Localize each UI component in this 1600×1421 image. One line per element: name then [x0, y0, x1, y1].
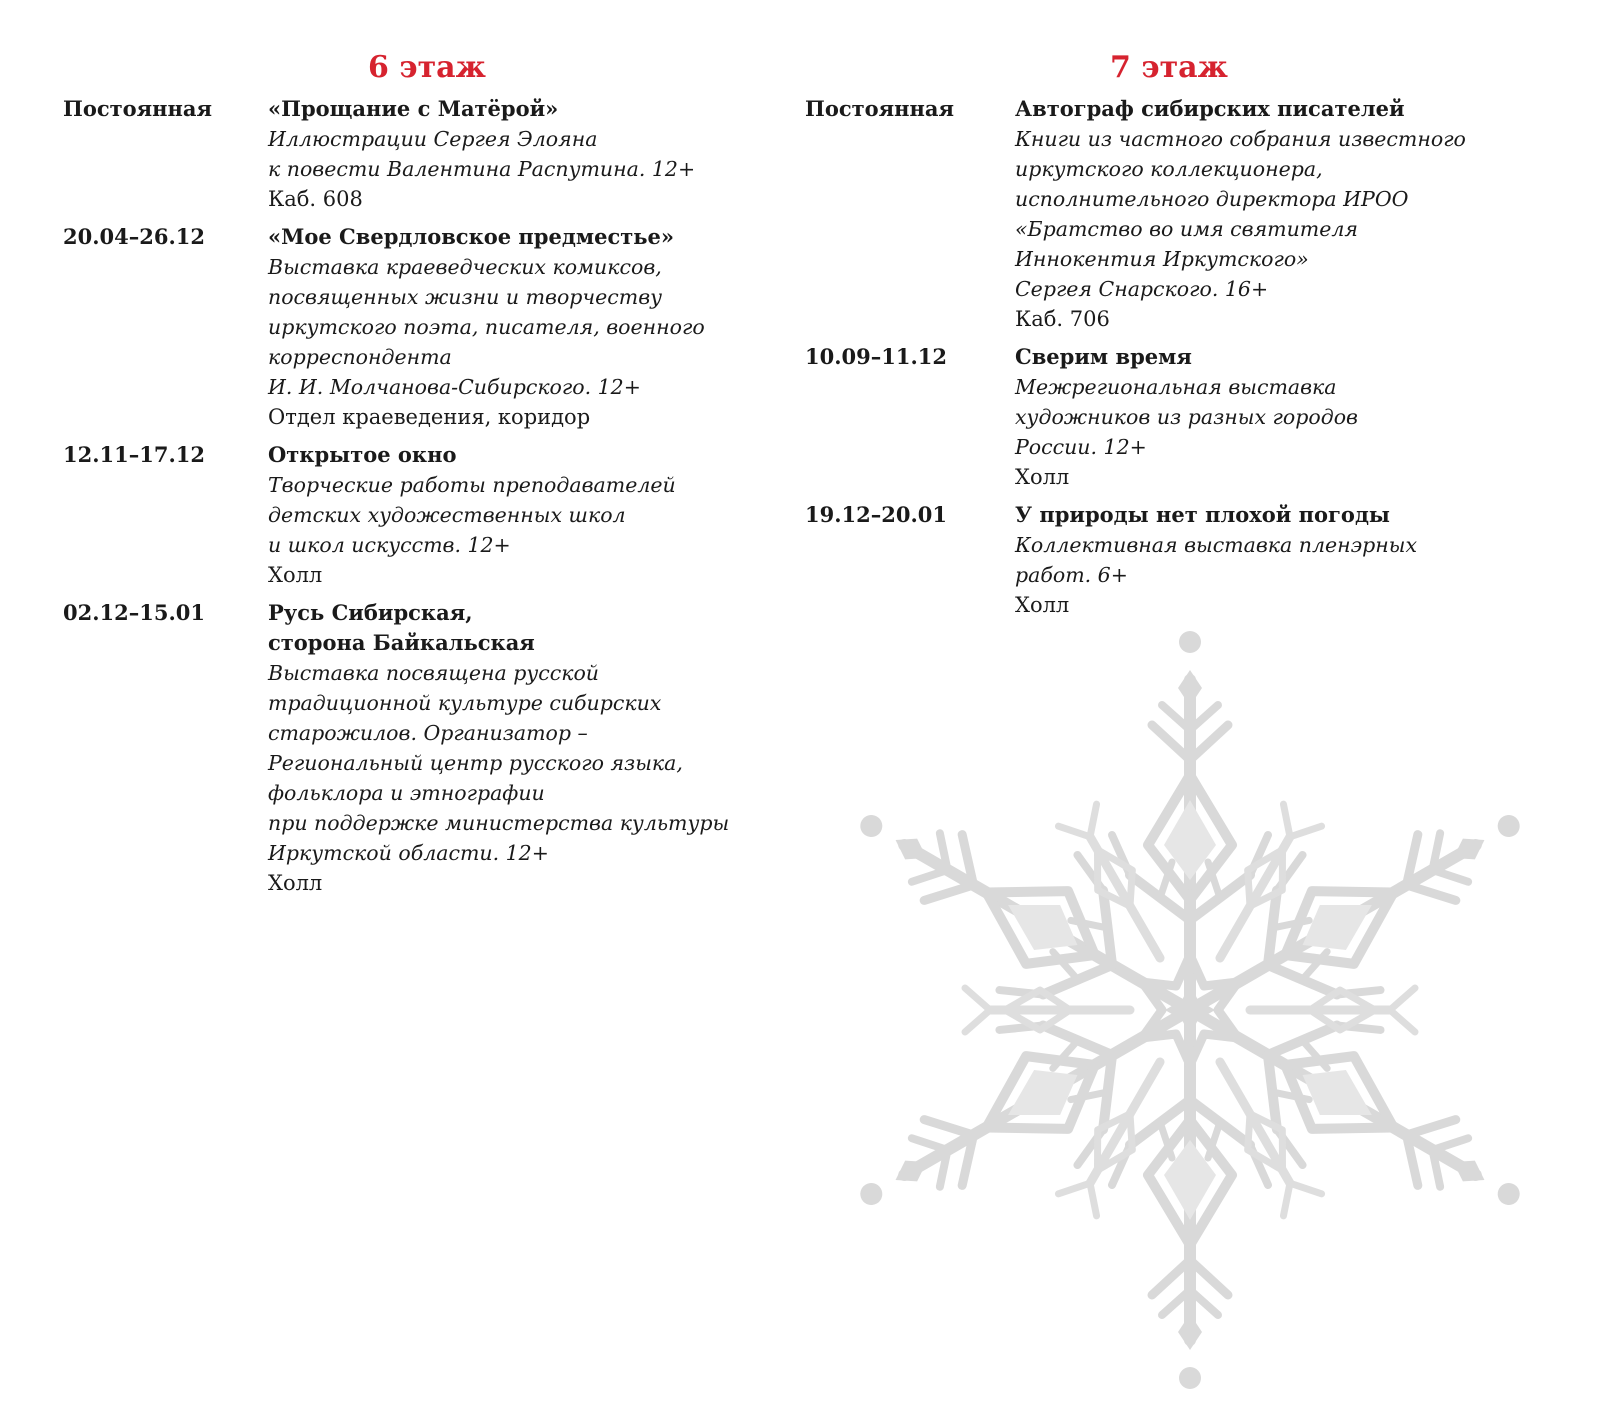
exhibition-date: 02.12–15.01: [63, 600, 206, 625]
exhibition-title: «Мое Свердловское предместье»: [268, 224, 674, 249]
exhibition-date: 12.11–17.12: [63, 442, 206, 467]
exhibition-location: Холл: [268, 871, 323, 895]
exhibition-location: Холл: [268, 563, 323, 587]
exhibition-description: Выставка посвящена русской традиционной культуре сибирских старожилов. Организатор – Региональный центр русского языка, фольклора и этнографии при поддержке министерства культуры Иркутской области. 12+: [268, 661, 730, 865]
floor-7-title: 7 этаж: [1110, 50, 1228, 85]
exhibition-entry: [63, 598, 763, 898]
exhibition-location: Каб. 706: [1015, 307, 1110, 331]
exhibition-entry: [805, 342, 1565, 492]
exhibition-title: У природы нет плохой погоды: [1015, 502, 1390, 527]
exhibition-date: 20.04–26.12: [63, 224, 206, 249]
exhibition-entry: [63, 440, 763, 590]
exhibition-entry: [805, 500, 1565, 620]
exhibition-description: Межрегиональная выставка художников из разных городов России. 12+: [1015, 375, 1358, 459]
snowflake-icon: [790, 620, 1590, 1400]
exhibition-entry: [805, 94, 1565, 334]
exhibition-entry: [63, 94, 763, 214]
exhibition-description: Иллюстрации Сергея Элояна к повести Валентина Распутина. 12+: [268, 127, 696, 181]
exhibition-title: Открытое окно: [268, 442, 457, 467]
exhibition-date: Постоянная: [63, 96, 213, 121]
exhibition-date: 10.09–11.12: [805, 344, 948, 369]
floor-7-column: [805, 48, 1565, 628]
exhibition-title: Автограф сибирских писателей: [1015, 96, 1405, 121]
exhibition-description: Творческие работы преподавателей детских художественных школ и школ искусств. 12+: [268, 473, 676, 557]
floor-6-title: 6 этаж: [368, 50, 486, 85]
exhibition-date: 19.12–20.01: [805, 502, 948, 527]
exhibition-description: Выставка краеведческих комиксов, посвященных жизни и творчеству иркутского поэта, писателя, военного корреспондента И. И. Молчанова-Сибирского. 12+: [268, 255, 705, 399]
exhibition-location: Каб. 608: [268, 187, 363, 211]
exhibition-location: Холл: [1015, 593, 1070, 617]
exhibition-title: «Прощание с Матёрой»: [268, 96, 559, 121]
floor-6-column: [63, 48, 763, 906]
exhibition-title: Сверим время: [1015, 344, 1192, 369]
exhibition-location: Отдел краеведения, коридор: [268, 405, 591, 429]
exhibition-entry: [63, 222, 763, 432]
exhibition-location: Холл: [1015, 465, 1070, 489]
exhibition-description: Книги из частного собрания известного иркутского коллекционера, исполнительного директора ИРОО «Братство во имя святителя Иннокентия Иркутского» Сергея Снарского. 16+: [1015, 127, 1466, 301]
exhibition-description: Коллективная выставка пленэрных работ. 6+: [1015, 533, 1418, 587]
exhibition-date: Постоянная: [805, 96, 955, 121]
exhibition-title: Русь Сибирская, сторона Байкальская: [268, 600, 535, 655]
